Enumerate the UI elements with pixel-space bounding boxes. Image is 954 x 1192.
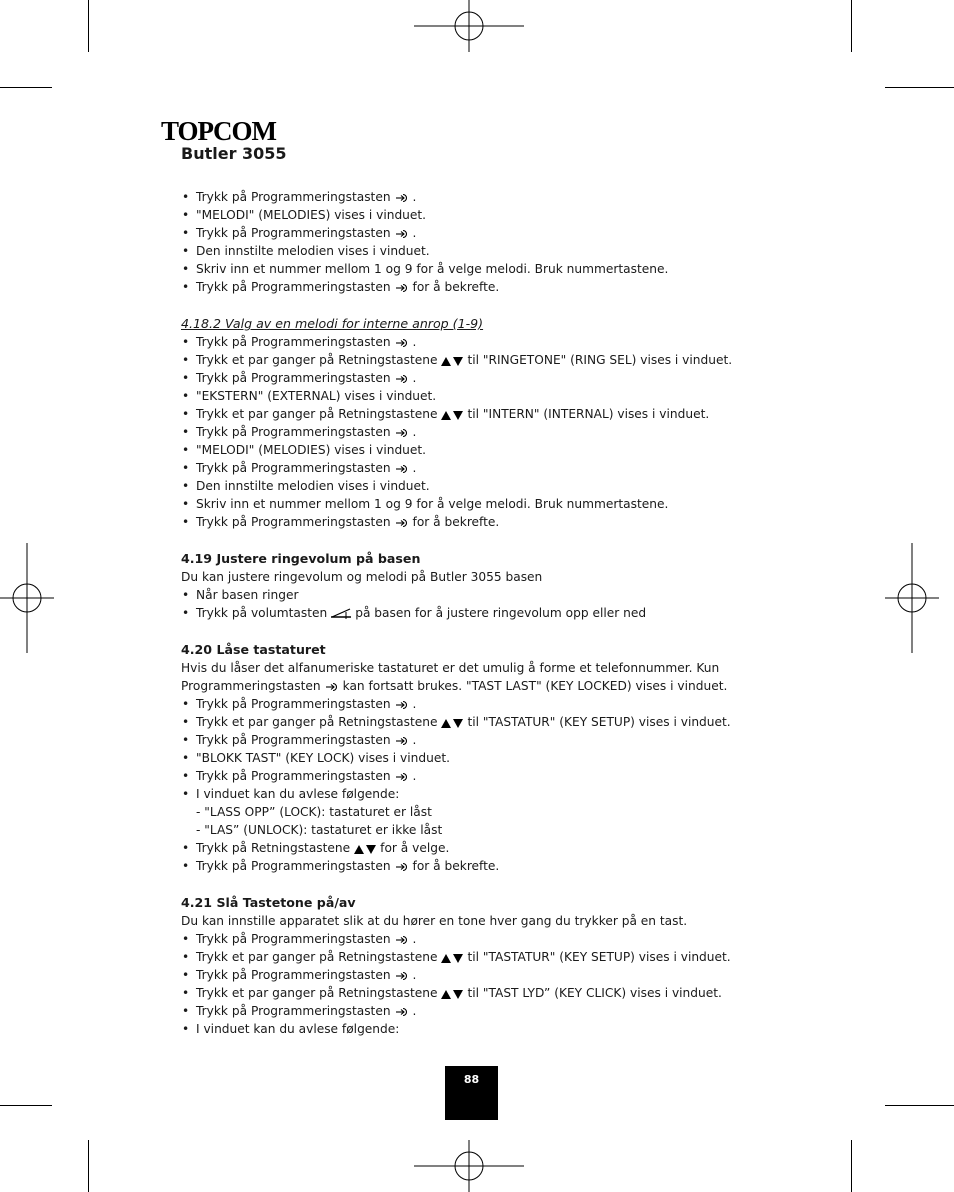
registration-mark-left xyxy=(0,543,54,653)
list-item xyxy=(181,767,761,785)
line-text: Trykk på volumtasten xyxy=(196,606,328,620)
section-heading xyxy=(181,315,761,333)
line-text: "MELODI" (MELODIES) vises i vinduet. xyxy=(196,443,427,457)
text-line xyxy=(181,568,761,586)
registration-mark-top xyxy=(414,0,524,52)
list-item xyxy=(181,369,761,387)
line-text: Trykk på Programmeringstasten xyxy=(196,1004,391,1018)
spacer xyxy=(181,531,761,550)
list-item xyxy=(181,839,761,857)
line-text: 4.18.2 Valg av en melodi for interne anrop (1-9) xyxy=(181,316,484,331)
line-text: "MELODI" (MELODIES) vises i vinduet. xyxy=(196,208,427,222)
programming-key-icon xyxy=(394,970,410,982)
programming-key-icon xyxy=(394,699,410,711)
list-item xyxy=(181,351,761,369)
list-item xyxy=(181,513,761,531)
list-item xyxy=(181,260,761,278)
line-text: Trykk på Programmeringstasten xyxy=(196,190,391,204)
line-text: Når basen ringer xyxy=(196,588,299,602)
crop-mark xyxy=(88,0,89,52)
registration-mark-right xyxy=(885,543,939,653)
line-text: Trykk på Programmeringstasten xyxy=(196,697,391,711)
list-item xyxy=(181,1002,761,1020)
spacer xyxy=(181,296,761,315)
programming-key-icon xyxy=(394,934,410,946)
list-item xyxy=(181,423,761,441)
line-text: Trykk på Programmeringstasten xyxy=(196,226,391,240)
line-text: - "LASS OPP” (LOCK): tastaturet er låst xyxy=(196,805,432,819)
up-down-arrows-icon xyxy=(353,843,377,855)
programming-key-icon xyxy=(394,463,410,475)
line-text: - "LAS” (UNLOCK): tastaturet er ikke låst xyxy=(196,823,443,837)
list-item xyxy=(181,441,761,459)
line-text-after: . xyxy=(412,190,417,204)
list-item xyxy=(181,857,761,875)
line-text-after: . xyxy=(412,226,417,240)
crop-mark xyxy=(885,87,954,88)
line-text: Trykk på Programmeringstasten xyxy=(196,968,391,982)
list-item xyxy=(181,604,761,622)
line-text: Trykk på Retningstastene xyxy=(196,841,351,855)
registration-mark-bottom xyxy=(414,1140,524,1192)
list-item xyxy=(181,405,761,423)
line-text-after: . xyxy=(412,932,417,946)
crop-mark xyxy=(0,87,52,88)
line-text-after: til "TAST LYD” (KEY CLICK) vises i vinduet. xyxy=(467,986,722,1000)
line-text-after: for å bekrefte. xyxy=(412,859,500,873)
programming-key-icon xyxy=(394,373,410,385)
line-text: Du kan justere ringevolum og melodi på Butler 3055 basen xyxy=(181,570,543,584)
crop-mark xyxy=(88,1140,89,1192)
line-text: Trykk på Programmeringstasten xyxy=(196,932,391,946)
list-item xyxy=(181,713,761,731)
line-text-after: til "TASTATUR" (KEY SETUP) vises i vinduet. xyxy=(467,715,731,729)
line-text: Du kan innstille apparatet slik at du hører en tone hver gang du trykker på en tast. xyxy=(181,914,688,928)
text-line xyxy=(181,659,761,677)
list-item xyxy=(181,731,761,749)
line-text: Trykk et par ganger på Retningstastene xyxy=(196,353,438,367)
list-item xyxy=(181,224,761,242)
line-text-after: til "INTERN" (INTERNAL) vises i vinduet. xyxy=(467,407,710,421)
list-item xyxy=(181,387,761,405)
programming-key-icon xyxy=(324,681,340,693)
line-text-after: kan fortsatt brukes. "TAST LAST" (KEY LOCKED) vises i vinduet. xyxy=(342,679,728,693)
line-text-after: for å velge. xyxy=(380,841,450,855)
line-text: Trykk på Programmeringstasten xyxy=(196,461,391,475)
programming-key-icon xyxy=(394,192,410,204)
model-name: Butler 3055 xyxy=(181,144,287,163)
line-text: Trykk på Programmeringstasten xyxy=(196,859,391,873)
line-text: Skriv inn et nummer mellom 1 og 9 for å velge melodi. Bruk nummertastene. xyxy=(196,497,669,511)
text-line xyxy=(181,821,761,839)
line-text: 4.21 Slå Tastetone på/av xyxy=(181,895,356,910)
line-text-after: . xyxy=(412,1004,417,1018)
text-line xyxy=(181,677,761,695)
line-text: "EKSTERN" (EXTERNAL) vises i vinduet. xyxy=(196,389,437,403)
programming-key-icon xyxy=(394,771,410,783)
line-text: 4.20 Låse tastaturet xyxy=(181,642,326,657)
up-down-arrows-icon xyxy=(440,952,464,964)
line-text-after: . xyxy=(412,335,417,349)
list-item xyxy=(181,586,761,604)
line-text: Trykk på Programmeringstasten xyxy=(196,515,391,529)
list-item xyxy=(181,495,761,513)
line-text: Den innstilte melodien vises i vinduet. xyxy=(196,479,430,493)
section-heading xyxy=(181,550,761,568)
programming-key-icon xyxy=(394,1006,410,1018)
line-text-after: for å bekrefte. xyxy=(412,280,500,294)
volume-key-icon xyxy=(330,608,352,620)
line-text: Trykk på Programmeringstasten xyxy=(196,335,391,349)
list-item xyxy=(181,278,761,296)
line-text: 4.19 Justere ringevolum på basen xyxy=(181,551,421,566)
list-item xyxy=(181,459,761,477)
list-item xyxy=(181,948,761,966)
line-text: "BLOKK TAST" (KEY LOCK) vises i vinduet. xyxy=(196,751,450,765)
line-text: Trykk på Programmeringstasten xyxy=(196,733,391,747)
line-text-after: . xyxy=(412,769,417,783)
list-item xyxy=(181,984,761,1002)
list-item xyxy=(181,749,761,767)
svg-text:TOPCOM: TOPCOM xyxy=(161,116,276,144)
programming-key-icon xyxy=(394,861,410,873)
crop-mark xyxy=(885,1105,954,1106)
up-down-arrows-icon xyxy=(440,409,464,421)
line-text-after: . xyxy=(412,425,417,439)
list-item xyxy=(181,477,761,495)
line-text-after: til "TASTATUR" (KEY SETUP) vises i vinduet. xyxy=(467,950,731,964)
line-text: Trykk på Programmeringstasten xyxy=(196,371,391,385)
line-text-after: for å bekrefte. xyxy=(412,515,500,529)
line-text: I vinduet kan du avlese følgende: xyxy=(196,1022,400,1036)
list-item xyxy=(181,206,761,224)
page-number: 88 xyxy=(445,1066,498,1120)
line-text: Trykk på Programmeringstasten xyxy=(196,769,391,783)
list-item xyxy=(181,242,761,260)
line-text: I vinduet kan du avlese følgende: xyxy=(196,787,400,801)
text-line xyxy=(181,803,761,821)
programming-key-icon xyxy=(394,517,410,529)
line-text: Programmeringstasten xyxy=(181,679,321,693)
crop-mark xyxy=(0,1105,52,1106)
up-down-arrows-icon xyxy=(440,717,464,729)
line-text-after: . xyxy=(412,733,417,747)
line-text: Trykk et par ganger på Retningstastene xyxy=(196,950,438,964)
line-text: Hvis du låser det alfanumeriske tastaturet er det umulig å forme et telefonnummer. Kun xyxy=(181,661,720,675)
manual-body xyxy=(181,188,761,1038)
up-down-arrows-icon xyxy=(440,355,464,367)
line-text-after: . xyxy=(412,697,417,711)
line-text: Skriv inn et nummer mellom 1 og 9 for å velge melodi. Bruk nummertastene. xyxy=(196,262,669,276)
line-text: Trykk et par ganger på Retningstastene xyxy=(196,715,438,729)
list-item xyxy=(181,695,761,713)
section-heading xyxy=(181,641,761,659)
line-text-after: . xyxy=(412,968,417,982)
line-text: Trykk et par ganger på Retningstastene xyxy=(196,407,438,421)
spacer xyxy=(181,622,761,641)
programming-key-icon xyxy=(394,282,410,294)
topcom-logo xyxy=(161,116,281,144)
line-text-after: . xyxy=(412,371,417,385)
text-line xyxy=(181,912,761,930)
line-text: Trykk et par ganger på Retningstastene xyxy=(196,986,438,1000)
programming-key-icon xyxy=(394,427,410,439)
up-down-arrows-icon xyxy=(440,988,464,1000)
line-text: Trykk på Programmeringstasten xyxy=(196,280,391,294)
section-heading xyxy=(181,894,761,912)
programming-key-icon xyxy=(394,228,410,240)
line-text: Den innstilte melodien vises i vinduet. xyxy=(196,244,430,258)
line-text: Trykk på Programmeringstasten xyxy=(196,425,391,439)
list-item xyxy=(181,930,761,948)
line-text-after: til "RINGETONE" (RING SEL) vises i vinduet. xyxy=(467,353,733,367)
list-item xyxy=(181,785,761,803)
list-item xyxy=(181,966,761,984)
spacer xyxy=(181,875,761,894)
list-item xyxy=(181,1020,761,1038)
list-item xyxy=(181,333,761,351)
list-item xyxy=(181,188,761,206)
crop-mark xyxy=(851,0,852,52)
programming-key-icon xyxy=(394,735,410,747)
programming-key-icon xyxy=(394,337,410,349)
crop-mark xyxy=(851,1140,852,1192)
line-text-after: . xyxy=(412,461,417,475)
line-text-after: på basen for å justere ringevolum opp eller ned xyxy=(355,606,647,620)
